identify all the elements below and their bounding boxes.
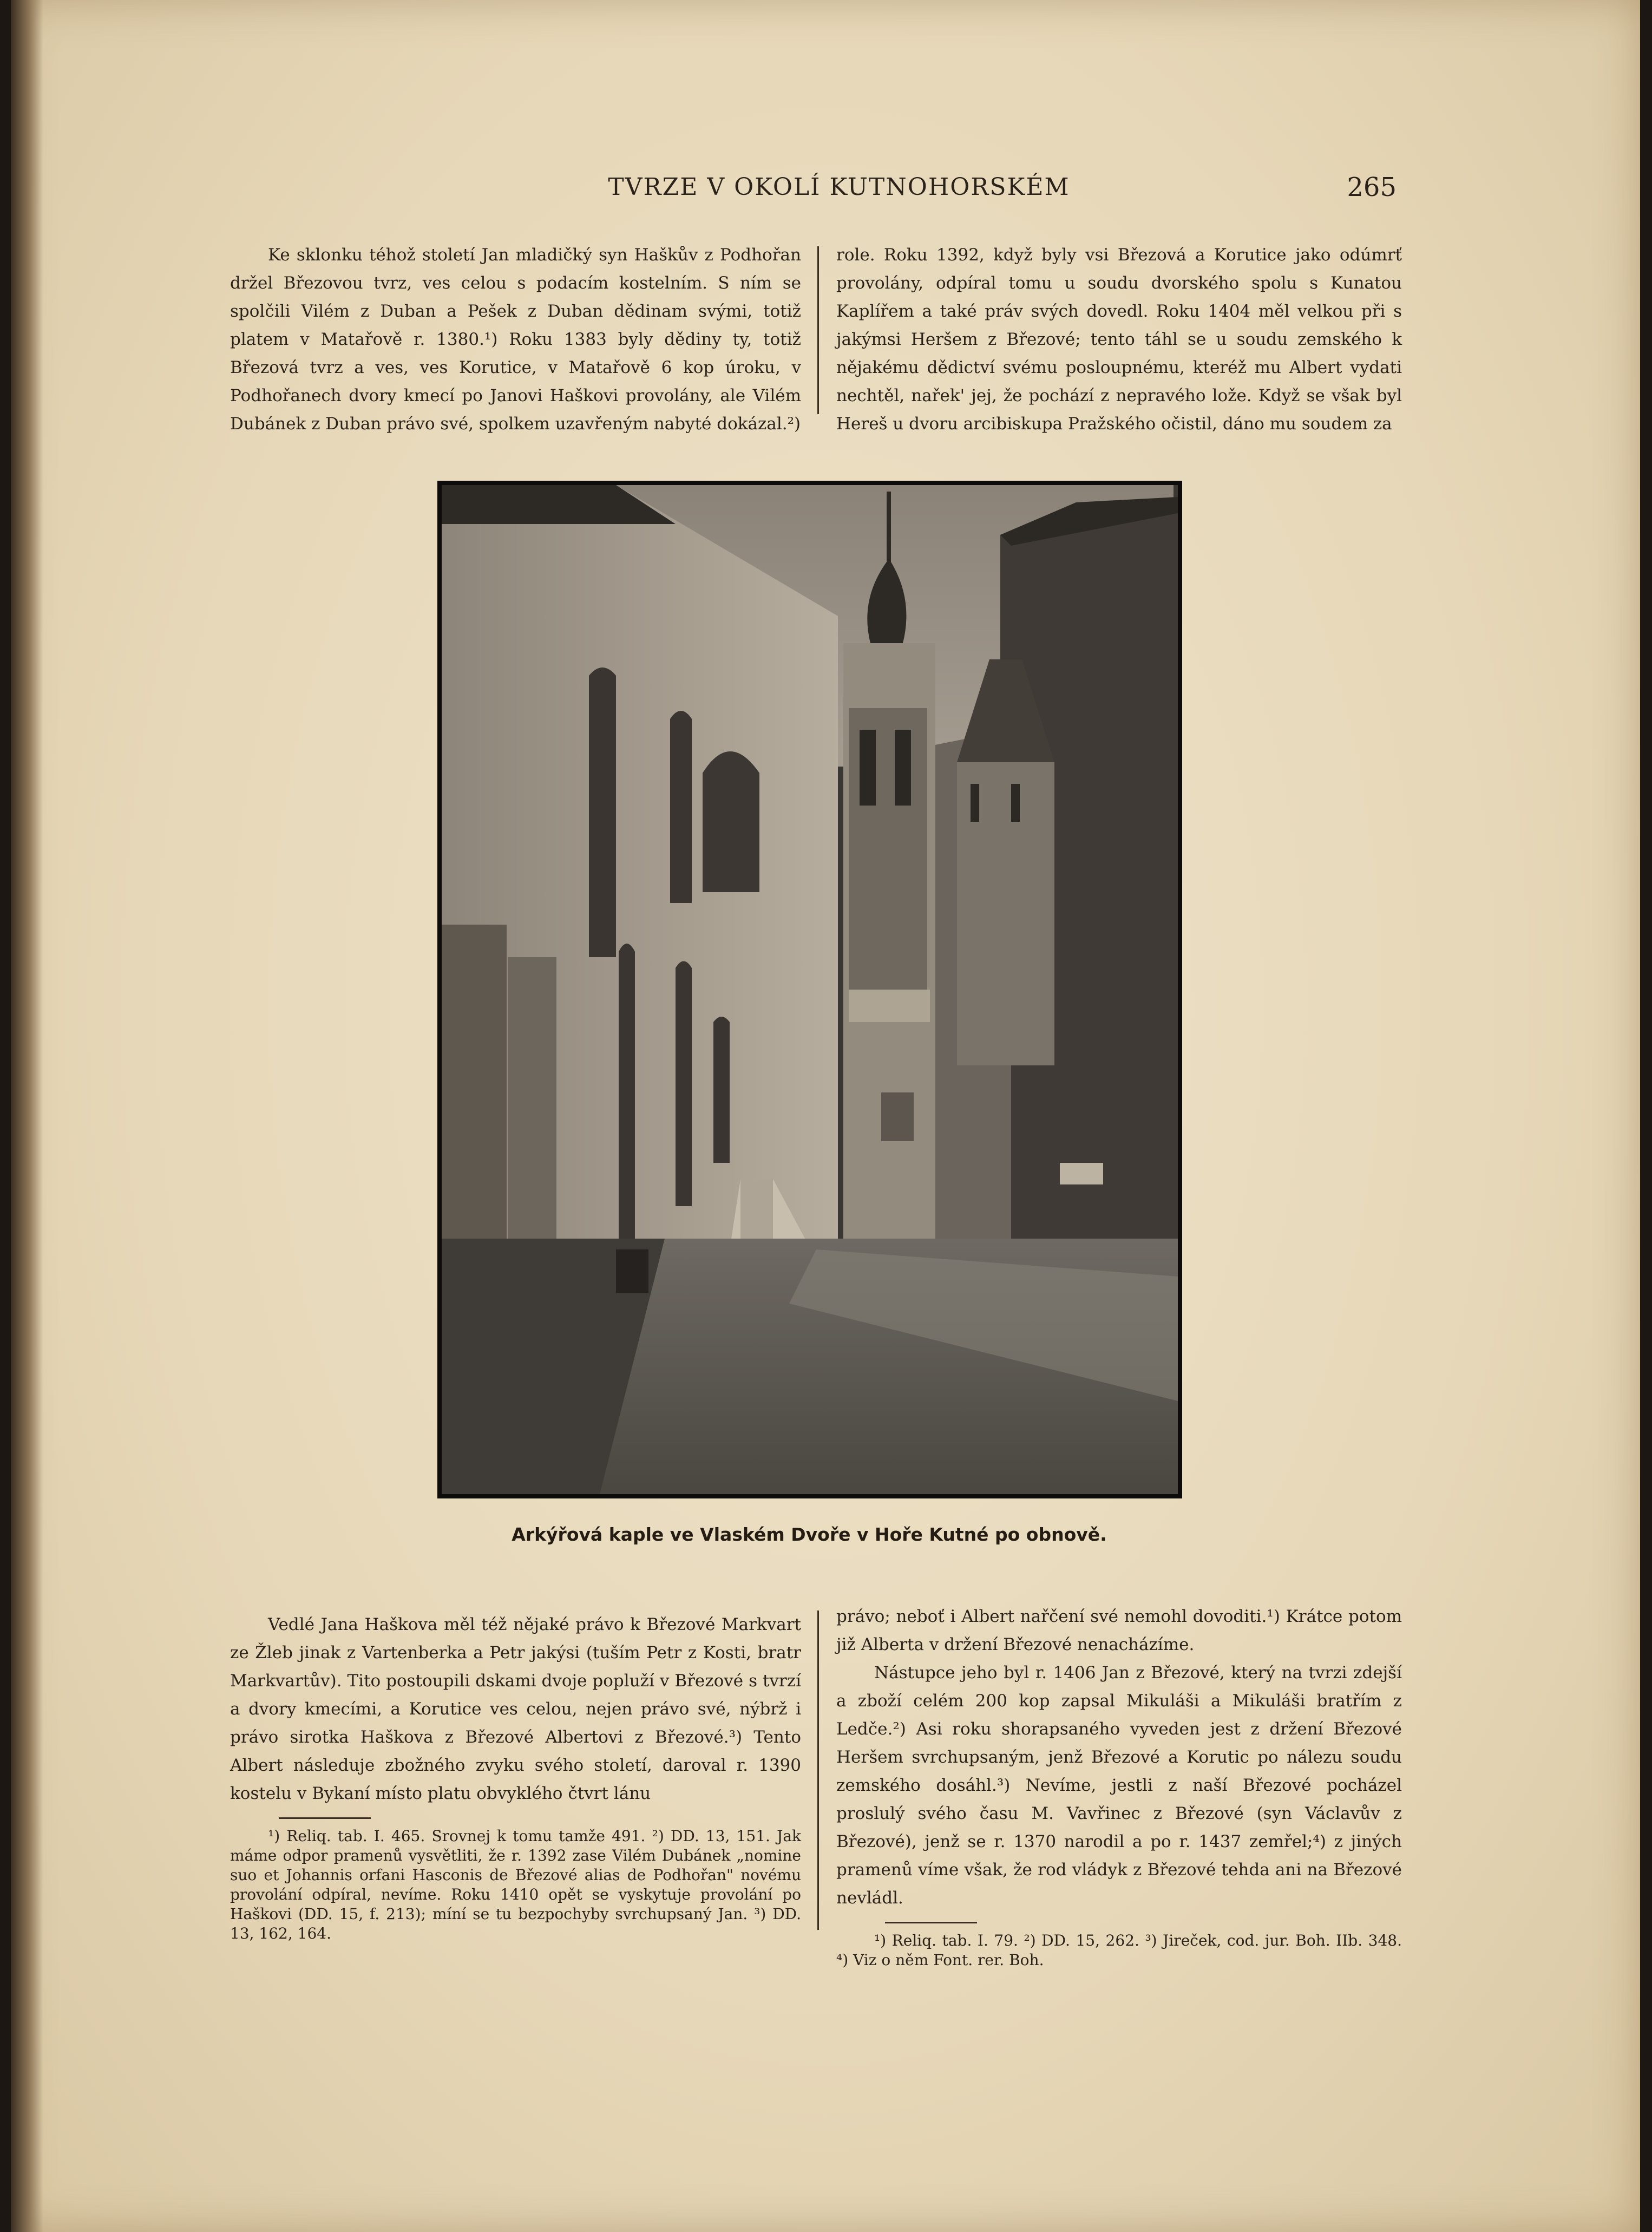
page-number: 265 (1347, 172, 1397, 202)
footnotes: ¹) Reliq. tab. I. 465. Srovnej k tomu tamže 491. ²) DD. 13, 151. Jak máme odpor pramenů vysvětliti, že r. 1392 zase Vilém Dubánek „nomine suo et Johannis orfani Hasconis de Březové alias de Podhořan" novému provolání odpíral, nevíme. Roku 1410 opět se vyskytuje provolání po Haškovi (DD. 15, f. 213); míní se tu bezpochyby svrchupsaný Jan. ³) DD. 13, 162, 164. (230, 1827, 801, 1942)
footnote-rule (885, 1922, 977, 1923)
paragraph: Nástupce jeho byl r. 1406 Jan z Březové, který na tvrzi zdejší a zboží celém 200 kop zapsal Mikuláši a Mikuláši bratřím z Ledče.²) Asi roku shorapsaného vyveden jest z držení Březové Heršem svrchupsaným, jenž Březové a Korutic po nálezu soudu zemského dosáhl.³) Nevíme, jestli z naší Březové pocházel proslulý svého času M. Vavřinec z Březové (syn Václavův z Březové), jenž se r. 1370 narodil a po r. 1437 zemřel;⁴) z jiných pramenů víme však, že rod vládyk z Březové tehda ani na Březové nevládl. (836, 1663, 1402, 1908)
footnotes: ¹) Reliq. tab. I. 79. ²) DD. 15, 262. ³) Jireček, cod. jur. Boh. IIb. 348. ⁴) Viz o něm Font. rer. Boh. (836, 1932, 1402, 1969)
figure-caption: Arkýřová kaple ve Vlaském Dvoře v Hoře Kutné po obnově. (512, 1524, 1107, 1545)
figure-photograph (437, 481, 1182, 1498)
running-title: TVRZE V OKOLÍ KUTNOHORSKÉM (608, 173, 1070, 201)
courtyard-photo-illustration (437, 481, 1182, 1498)
column-divider-top (817, 246, 819, 414)
paragraph: právo; neboť i Albert nařčení své nemohl dovoditi.¹) Krátce potom již Alberta v držení Březové nenacházíme. (836, 1607, 1402, 1654)
footnote-rule (279, 1817, 371, 1819)
text-column-bottom-right (836, 1602, 1402, 1970)
column-divider-bottom (817, 1611, 819, 1930)
paragraph: role. Roku 1392, když byly vsi Březová a Korutice jako odúmrť provolány, odpíral tomu u soudu dvorského spolu s Kunatou Kaplířem a také práv svých dovedl. Roku 1404 měl velkou při s jakýmsi Heršem z Březové; tento táhl se u soudu zemského k nějakému dědictví svému posloupnému, kteréž mu Albert vydati nechtěl, nařek' jej, že pochází z nepravého lože. Když se však byl Hereš u dvoru arcibiskupa Pražského očistil, dáno mu soudem za (836, 245, 1402, 434)
book-page (11, 0, 1640, 2232)
paragraph: Ke sklonku téhož století Jan mladičký syn Haškův z Podhořan držel Březovou tvrz, ves celou s podacím kostelním. S ním se spolčili Vilém z Duban a Pešek z Duban dědinam svými, totiž platem v Matařově r. 1380.¹) Roku 1383 byly dědiny ty, totiž Březová tvrz a ves, ves Korutice, v Matařově 6 kop úroku, v Podhořanech dvory kmecí po Janovi Haškovi provolány, ale Vilém Dubánek z Duban právo své, spolkem uzavřeným nabyté dokázal.²) (230, 245, 801, 434)
text-column-bottom-left (230, 1611, 801, 1943)
paragraph: Vedlé Jana Haškova měl též nějaké právo k Březové Markvart ze Žleb jinak z Vartenberka a Petr jakýsi (tuším Petr z Kosti, bratr Markvartův). Tito postoupili dskami dvoje popluží v Březové s tvrzí a dvory kmecími, a Korutice ves celou, nejen právo své, nýbrž i právo sirotka Haškova z Březové Albertovi z Březové.³) Tento Albert následuje zbožného zvyku svého století, daroval r. 1390 kostelu v Bykaní místo platu obvyklého čtvrt lánu (230, 1615, 801, 1803)
text-column-top-left (230, 241, 801, 438)
text-column-top-right (836, 241, 1402, 438)
book-spine-shadow (11, 0, 43, 2232)
